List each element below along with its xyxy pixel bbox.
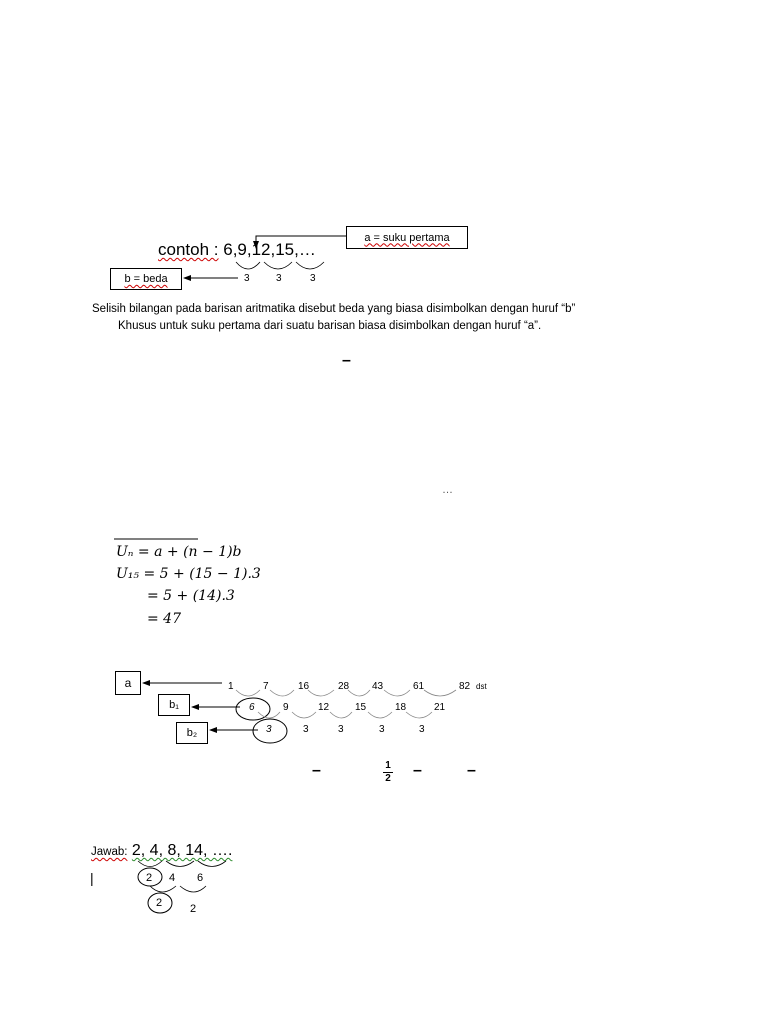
dash-a: – — [312, 762, 321, 779]
dash-b: – — [413, 762, 422, 779]
row2-term-6: 21 — [434, 702, 446, 713]
row2-term-3: 12 — [318, 702, 330, 713]
dash-c: – — [467, 762, 476, 779]
diff-value-2: 3 — [276, 273, 282, 284]
fraction-denominator: 2 — [385, 773, 391, 784]
row3-term-1: 3 — [266, 724, 272, 735]
diff-value-3: 3 — [310, 273, 316, 284]
paragraph-line-2: Khusus untuk suku pertama dari suatu barisan biasa disimbolkan dengan huruf “a”. — [118, 320, 542, 332]
row2-term-4: 15 — [355, 702, 367, 713]
b1-box-text: b₁ — [169, 699, 179, 711]
answer-label: Jawab: — [91, 846, 128, 858]
a-box-text: a — [124, 676, 132, 690]
row1-term-6: 61 — [413, 681, 425, 692]
formula-line-3: = 5 + (14).3 — [147, 588, 235, 604]
formula-line-4: = 47 — [147, 611, 181, 627]
answer-sequence: 2, 4, 8, 14, …. — [131, 842, 233, 859]
formula-line-1: Uₙ = a + (n − 1)b — [116, 544, 242, 560]
row1-term-1: 1 — [228, 681, 234, 692]
row2-term-1: 6 — [249, 702, 255, 713]
row1-term-3: 16 — [298, 681, 310, 692]
diff-value-1: 3 — [244, 273, 250, 284]
row3-term-3: 3 — [338, 724, 344, 735]
difference-box-text: b = beda — [124, 273, 168, 285]
example-label-text: contoh : — [158, 240, 219, 259]
answer-diff-1: 2 — [146, 872, 153, 884]
answer-diff-2: 4 — [169, 872, 176, 884]
stray-dash: – — [342, 352, 351, 369]
answer-diff-3: 6 — [197, 872, 204, 884]
answer-second-diff-2: 2 — [190, 903, 197, 915]
first-term-box-text: a = suku pertama — [364, 231, 450, 244]
row3-term-5: 3 — [419, 724, 425, 735]
row3-term-4: 3 — [379, 724, 385, 735]
row3-term-2: 3 — [303, 724, 309, 735]
fraction-numerator: 1 — [383, 760, 393, 773]
formula-line-2: U₁₅ = 5 + (15 − 1).3 — [116, 566, 261, 582]
text-cursor: | — [90, 870, 94, 886]
row2-term-2: 9 — [283, 702, 289, 713]
row1-suffix: dst — [476, 682, 487, 691]
paragraph-line-1: Selisih bilangan pada barisan aritmatika disebut beda yang biasa disimbolkan dengan huruf “b” — [92, 303, 576, 315]
row2-term-5: 18 — [395, 702, 407, 713]
stray-ellipsis: … — [442, 484, 453, 496]
example-sequence: 6,9,12,15,… — [223, 240, 316, 259]
b2-box-text: b₂ — [186, 727, 198, 739]
answer-second-diff-1: 2 — [156, 897, 163, 909]
row1-term-7: 82 — [459, 681, 471, 692]
row1-term-4: 28 — [338, 681, 350, 692]
row1-term-5: 43 — [372, 681, 384, 692]
row1-term-2: 7 — [263, 681, 269, 692]
